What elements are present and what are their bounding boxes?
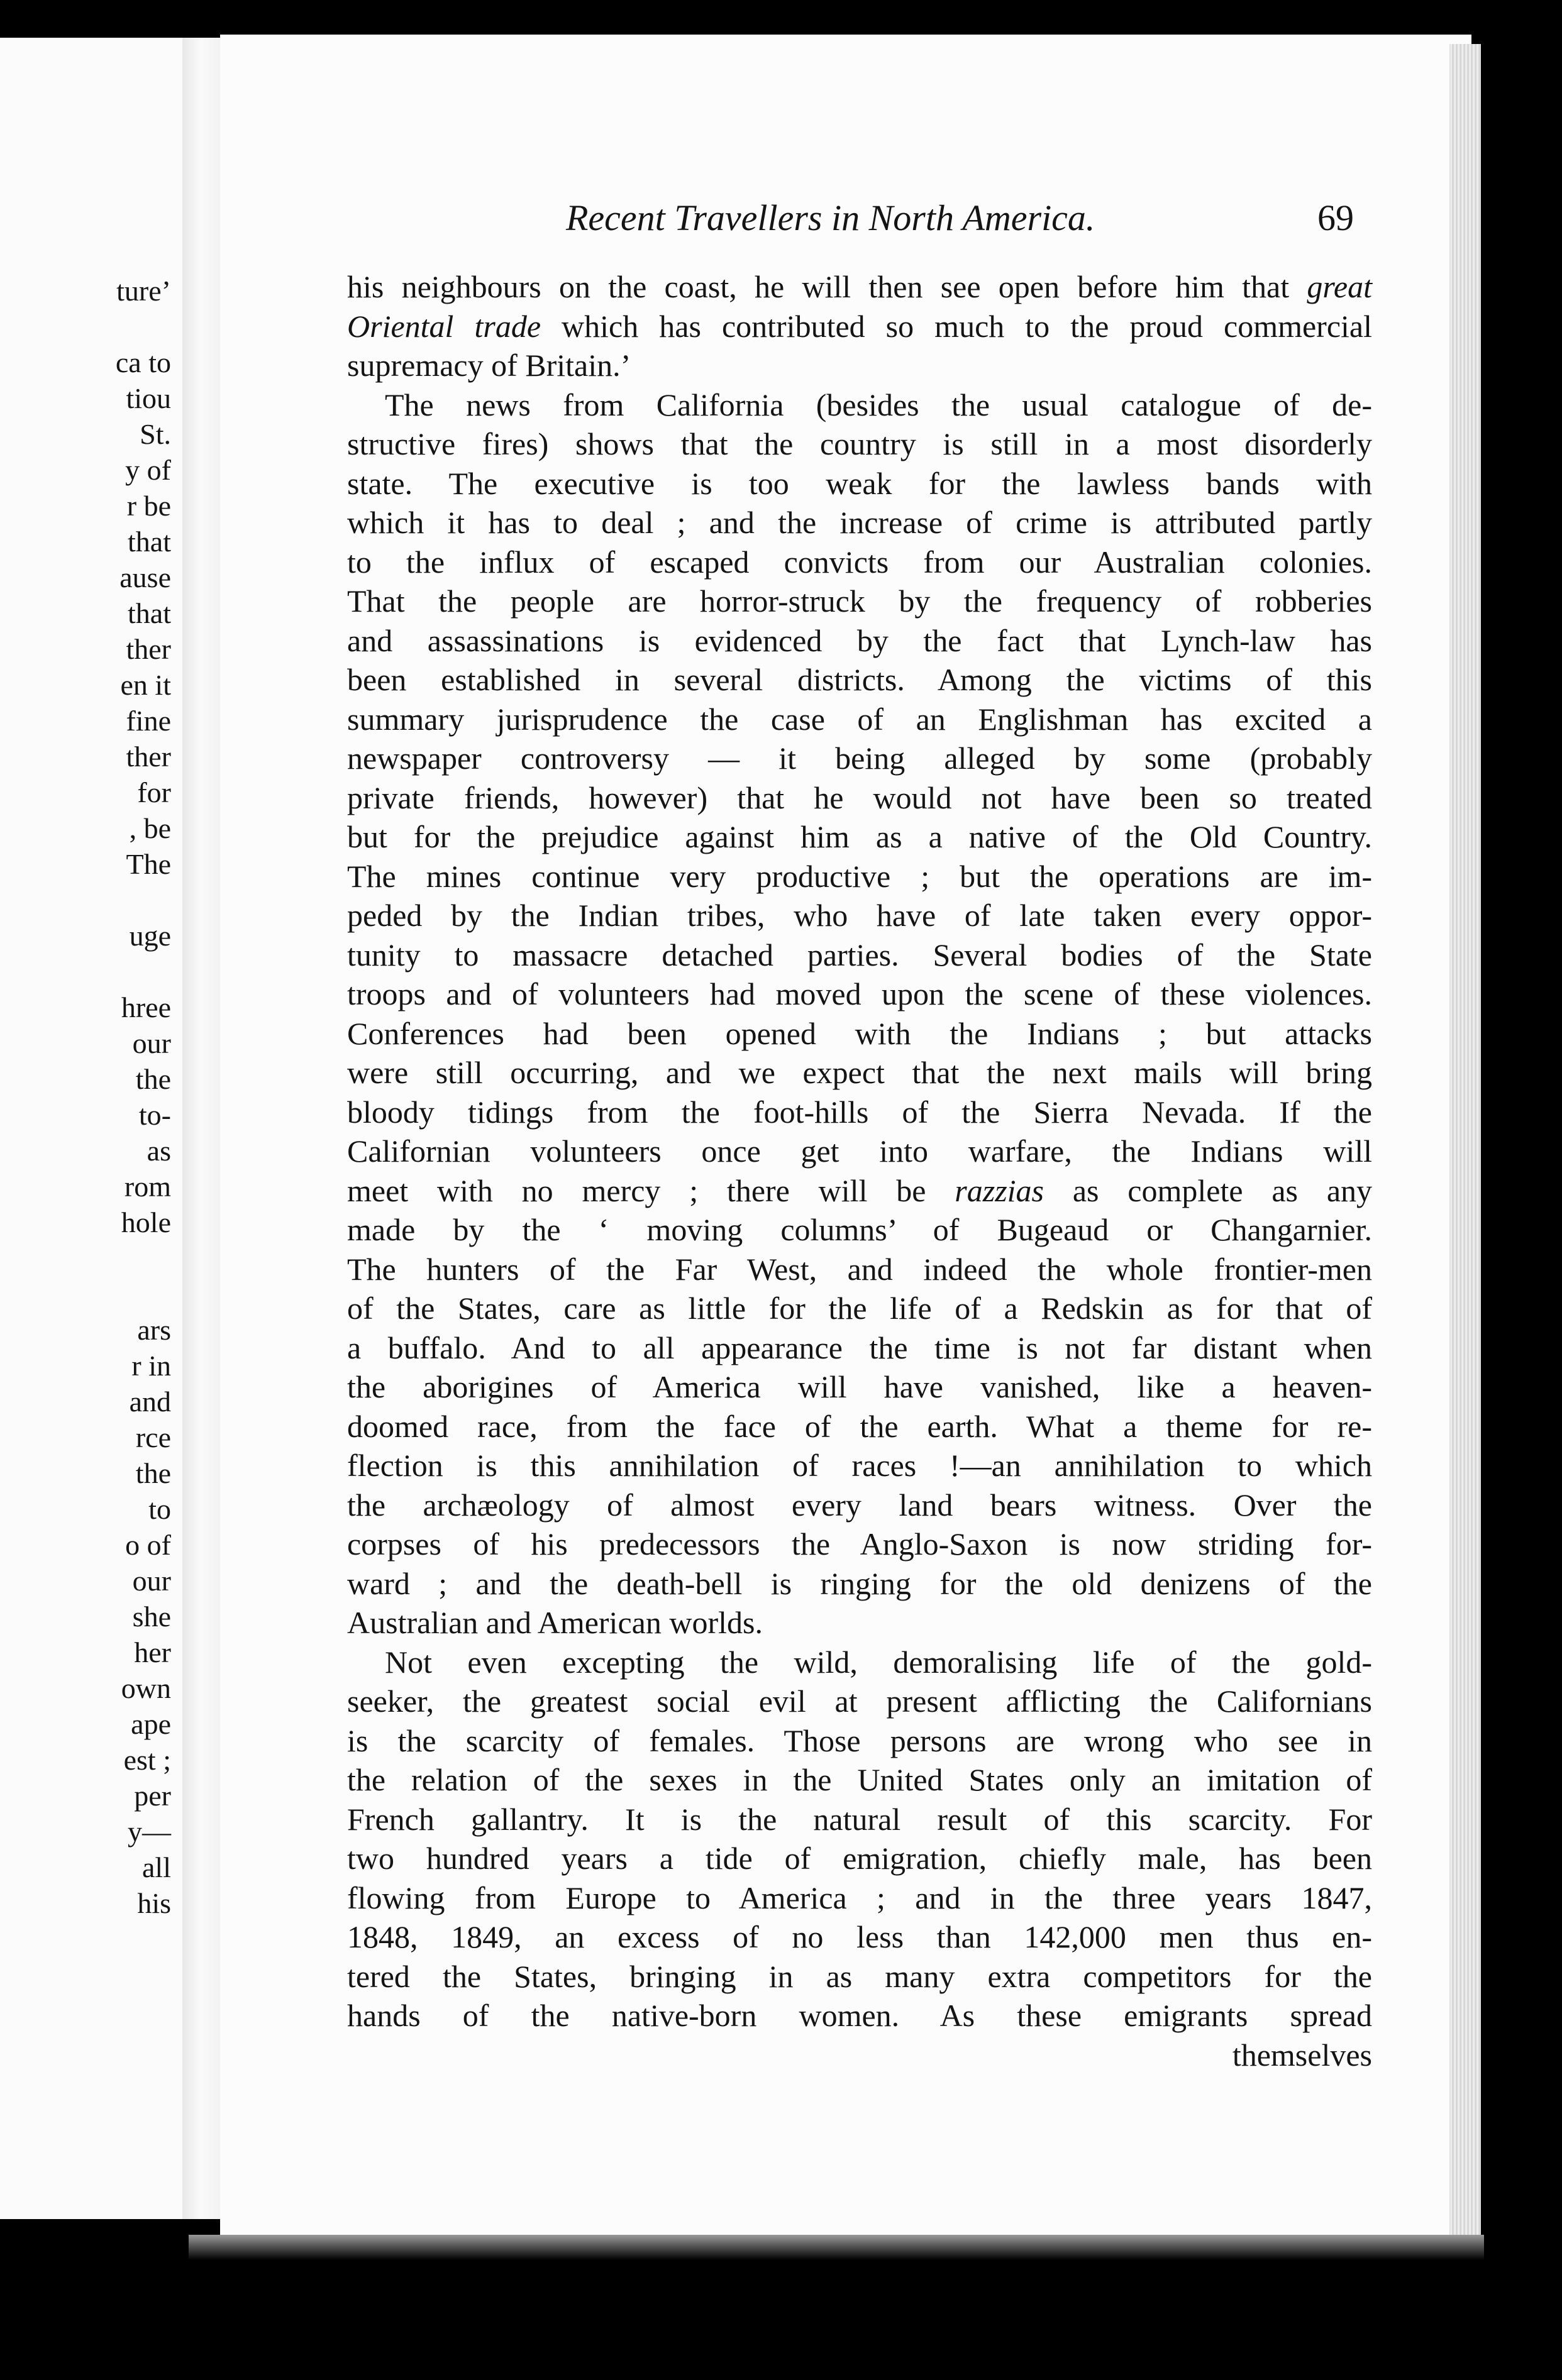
text-line: flection is this annihilation of races !—an annihilation to which <box>347 1448 1372 1483</box>
catchword: themselves <box>1232 2037 1372 2073</box>
book-spine <box>182 38 220 2219</box>
text-line: which it has to deal ; and the increase of crime is attributed partly <box>347 505 1372 540</box>
left-page-line: tiou <box>126 382 171 414</box>
running-head: Recent Travellers in North America. <box>566 197 1095 238</box>
text-line: flowing from Europe to America ; and in the three years 1847, <box>347 1880 1372 1915</box>
left-page-line: that <box>128 526 171 558</box>
text-line: a buffalo. And to all appearance the time is not far distant when <box>347 1330 1372 1365</box>
left-page-line: per <box>134 1780 171 1812</box>
left-page-line: r be <box>126 490 171 522</box>
left-page-line: own <box>121 1672 171 1704</box>
text-line: Oriental trade which has contributed so much to the proud commercial <box>347 308 1372 344</box>
left-page-line: The <box>126 848 171 880</box>
text-line: bloody tidings from the foot-hills of the Sierra Nevada. If the <box>347 1094 1372 1130</box>
left-page-line: ars <box>137 1314 171 1346</box>
left-page-line: hree <box>121 991 171 1023</box>
left-page-line: fine <box>126 705 171 737</box>
text-line: is the scarcity of females. Those persons are wrong who see in <box>347 1722 1372 1758</box>
left-page-line: that <box>128 597 171 629</box>
page-number: 69 <box>1317 197 1354 238</box>
text-line: Californian volunteers once get into warfare, the Indians will <box>347 1133 1372 1169</box>
text-line: Conferences had been opened with the Indians ; but attacks <box>347 1015 1372 1051</box>
text-line: but for the prejudice against him as a native of the Old Country. <box>347 819 1372 854</box>
left-page-line: ther <box>126 633 171 665</box>
left-page-line: St. <box>140 418 171 450</box>
left-page-line: our <box>132 1565 171 1597</box>
text-line: private friends, however) that he would not have been so treated <box>347 780 1372 815</box>
left-page-line: ape <box>131 1708 171 1740</box>
text-line: seeker, the greatest social evil at present afflicting the Californians <box>347 1683 1372 1719</box>
page-shadow <box>189 2235 1484 2260</box>
text-line: Not even excepting the wild, demoralising life of the gold- <box>385 1644 1372 1680</box>
left-page-line: r in <box>131 1350 171 1382</box>
text-line: troops and of volunteers had moved upon the scene of these violences. <box>347 976 1372 1011</box>
text-line: and assassinations is evidenced by the fact that Lynch-law has <box>347 622 1372 658</box>
left-page-line: the <box>135 1063 171 1095</box>
left-page-line: ther <box>126 741 171 773</box>
text-line: The hunters of the Far West, and indeed the whole frontier-men <box>347 1251 1372 1287</box>
left-page-line: to <box>148 1493 171 1525</box>
left-page-line: rom <box>124 1171 171 1203</box>
text-line: corpses of his predecessors the Anglo-Saxon is now striding for- <box>347 1526 1372 1562</box>
left-page-line: est ; <box>123 1744 171 1776</box>
left-page-fragment <box>0 38 182 2219</box>
left-page-line: y of <box>125 454 171 486</box>
left-page-line: and <box>129 1386 171 1418</box>
left-page-line: our <box>132 1027 171 1059</box>
text-line: The mines continue very productive ; but the operations are im- <box>347 858 1372 894</box>
text-line: Australian and American worlds. <box>347 1605 763 1640</box>
text-line: newspaper controversy — it being alleged by some (probably <box>347 741 1372 776</box>
left-page-line: uge <box>129 920 171 952</box>
text-line: to the influx of escaped convicts from our Australian colonies. <box>347 544 1372 580</box>
left-page-line: ture’ <box>116 275 171 307</box>
text-line: doomed race, from the face of the earth. What a theme for re- <box>347 1408 1372 1444</box>
left-page-line: ause <box>119 561 171 593</box>
text-line: structive fires) shows that the country is still in a most disorderly <box>347 426 1372 461</box>
text-line: of the States, care as little for the life of a Redskin as for that of <box>347 1291 1372 1326</box>
text-line: ward ; and the death-bell is ringing for the old denizens of the <box>347 1565 1372 1601</box>
left-page-line: en it <box>120 669 171 701</box>
text-line: two hundred years a tide of emigration, chiefly male, has been <box>347 1841 1372 1876</box>
text-line: French gallantry. It is the natural result of this scarcity. For <box>347 1801 1372 1837</box>
left-page-line: as <box>147 1135 171 1167</box>
text-line: peded by the Indian tribes, who have of late taken every oppor- <box>347 898 1372 933</box>
text-line: were still occurring, and we expect that the next mails will bring <box>347 1055 1372 1090</box>
left-page-line: the <box>135 1457 171 1489</box>
page-edge <box>1449 44 1481 2238</box>
text-line: supremacy of Britain.’ <box>347 348 631 383</box>
left-page-line: for <box>137 776 171 808</box>
text-line: made by the ‘ moving columns’ of Bugeaud or Changarnier. <box>347 1212 1372 1247</box>
text-line: the aborigines of America will have vanished, like a heaven- <box>347 1369 1372 1404</box>
text-line: summary jurisprudence the case of an Englishman has excited a <box>347 701 1372 737</box>
text-line: hands of the native-born women. As these emigrants spread <box>347 1998 1372 2033</box>
text-line: state. The executive is too weak for the lawless bands with <box>347 465 1372 501</box>
text-line: the relation of the sexes in the United States only an imitation of <box>347 1762 1372 1797</box>
text-line: been established in several districts. Among the victims of this <box>347 662 1372 697</box>
text-line: tered the States, bringing in as many extra competitors for the <box>347 1958 1372 1994</box>
text-line: meet with no mercy ; there will be razzias as complete as any <box>347 1172 1373 1208</box>
left-page-line: to- <box>138 1099 171 1131</box>
text-line: the archæology of almost every land bears witness. Over the <box>347 1487 1372 1523</box>
left-page-line: her <box>134 1636 171 1668</box>
left-page-line: , be <box>129 812 171 844</box>
left-page-line: rce <box>135 1421 171 1453</box>
text-line: tunity to massacre detached parties. Several bodies of the State <box>347 937 1372 972</box>
left-page-line: y— <box>128 1815 171 1848</box>
body-text <box>347 267 1372 2074</box>
left-page-line: all <box>142 1851 171 1883</box>
left-page-line: o of <box>125 1529 171 1561</box>
text-line: 1848, 1849, an excess of no less than 142,000 men thus en- <box>347 1919 1372 1954</box>
text-line: That the people are horror-struck by the frequency of robberies <box>347 583 1372 619</box>
left-page-line: hole <box>121 1206 171 1238</box>
left-page-line: she <box>132 1600 171 1633</box>
left-page-line: his <box>137 1887 171 1919</box>
left-page-line: ca to <box>115 346 171 378</box>
text-line: his neighbours on the coast, he will then see open before him that great <box>347 269 1372 304</box>
text-line: The news from California (besides the usual catalogue of de- <box>385 387 1372 422</box>
